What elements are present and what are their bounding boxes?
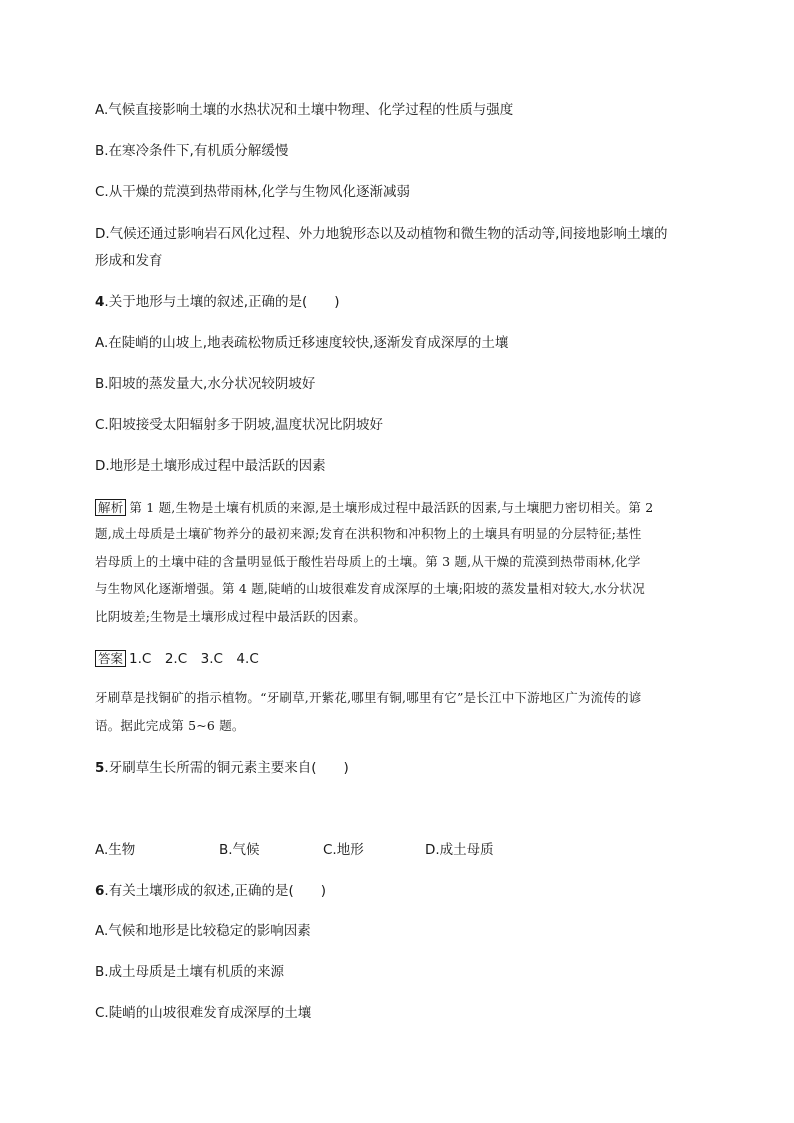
analysis-tag: 解析 <box>95 499 126 516</box>
q5-option-c: C.地形 <box>323 842 364 858</box>
answer-line <box>95 650 259 667</box>
q3-option-c: C.从干燥的荒漠到热带雨林,化学与生物风化逐渐减弱 <box>95 184 411 200</box>
material-line-2: 语。据此完成第 5~6 题。 <box>95 718 245 733</box>
question-6-number: 6 <box>95 883 105 899</box>
question-5 <box>95 760 349 776</box>
question-4-stem: .关于地形与土壤的叙述,正确的是( ) <box>104 294 340 310</box>
q6-option-b: B.成土母质是土壤有机质的来源 <box>95 964 285 980</box>
material-line-1: 牙刷草是找铜矿的指示植物。“牙刷草,开紫花,哪里有铜,哪里有它”是长江中下游地区广为流传的谚 <box>95 690 642 705</box>
question-5-stem: .牙刷草生长所需的铜元素主要来自( ) <box>104 760 349 776</box>
q4-option-c: C.阳坡接受太阳辐射多于阴坡,温度状况比阴坡好 <box>95 417 384 433</box>
question-6-stem: .有关土壤形成的叙述,正确的是( ) <box>104 883 327 899</box>
q5-option-b: B.气候 <box>219 842 260 858</box>
analysis-line-5: 比阴坡差;生物是土壤形成过程中最活跃的因素。 <box>95 609 367 624</box>
answer-text: 1.C 2.C 3.C 4.C <box>129 651 259 667</box>
analysis-text-1: 第 1 题,生物是土壤有机质的来源,是土壤形成过程中最活跃的因素,与土壤肥力密切相关。第 2 <box>129 500 654 515</box>
analysis-line-1 <box>95 499 653 516</box>
question-6 <box>95 883 326 899</box>
q4-option-d: D.地形是土壤形成过程中最活跃的因素 <box>95 458 326 474</box>
q3-option-d-line1: D.气候还通过影响岩石风化过程、外力地貌形态以及动植物和微生物的活动等,间接地影响土壤的 <box>95 226 668 242</box>
q3-option-b: B.在寒冷条件下,有机质分解缓慢 <box>95 143 289 159</box>
answer-tag: 答案 <box>95 650 126 667</box>
question-4-number: 4 <box>95 294 105 310</box>
q3-option-a: A.气候直接影响土壤的水热状况和土壤中物理、化学过程的性质与强度 <box>95 102 514 118</box>
analysis-line-3: 岩母质上的土壤中硅的含量明显低于酸性岩母质上的土壤。第 3 题,从干燥的荒漠到热带雨林,化学 <box>95 554 641 569</box>
analysis-line-4: 与生物风化逐渐增强。第 4 题,陡峭的山坡很难发育成深厚的土壤;阳坡的蒸发量相对较大,水分状况 <box>95 581 645 596</box>
q6-option-a: A.气候和地形是比较稳定的影响因素 <box>95 923 311 939</box>
q6-option-c: C.陡峭的山坡很难发育成深厚的土壤 <box>95 1005 312 1021</box>
question-4 <box>95 294 340 310</box>
q4-option-a: A.在陡峭的山坡上,地表疏松物质迁移速度较快,逐渐发育成深厚的土壤 <box>95 335 509 351</box>
analysis-line-2: 题,成土母质是土壤矿物养分的最初来源;发育在洪积物和冲积物上的土壤具有明显的分层特征;基性 <box>95 526 642 541</box>
q4-option-b: B.阳坡的蒸发量大,水分状况较阴坡好 <box>95 376 316 392</box>
question-5-number: 5 <box>95 760 105 776</box>
q5-option-d: D.成土母质 <box>425 842 494 858</box>
q3-option-d-line2: 形成和发育 <box>95 253 163 269</box>
q5-option-a: A.生物 <box>95 842 136 858</box>
